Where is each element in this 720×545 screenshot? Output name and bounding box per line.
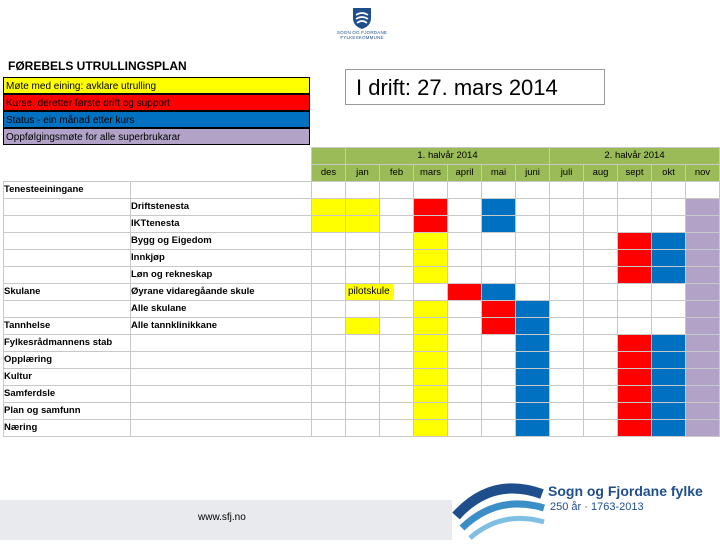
schedule-cell [618,250,652,267]
table-row [4,335,720,352]
shield-crest-icon [351,6,373,30]
row-unit-label [131,335,312,352]
schedule-cell [448,301,482,318]
schedule-cell [482,199,516,216]
schedule-cell [652,335,686,352]
schedule-cell [618,352,652,369]
schedule-cell [584,182,618,199]
schedule-cell [652,233,686,250]
schedule-cell [482,216,516,233]
schedule-cell [380,267,414,284]
schedule-cell [346,216,380,233]
month-header-april: april [448,165,482,182]
schedule-cell [652,182,686,199]
schedule-cell [652,267,686,284]
legend-item-course: Kurse, deretter første drift og support [3,94,310,111]
plan-title: FØREBELS UTRULLINGSPLAN [8,59,187,73]
schedule-cell [482,369,516,386]
schedule-cell [380,233,414,250]
table-row [4,403,720,420]
schedule-cell [448,352,482,369]
schedule-cell [584,369,618,386]
month-header-mars: mars [414,165,448,182]
schedule-cell [448,318,482,335]
schedule-cell [312,369,346,386]
month-header-juli: juli [550,165,584,182]
schedule-cell [618,284,652,301]
schedule-cell [516,233,550,250]
schedule-cell [312,216,346,233]
month-header-nov: nov [686,165,720,182]
schedule-cell [550,352,584,369]
schedule-cell [686,403,720,420]
row-unit-label: Driftstenesta [131,199,312,216]
schedule-cell [346,182,380,199]
schedule-cell [652,301,686,318]
month-header-jan: jan [346,165,380,182]
schedule-cell [618,369,652,386]
schedule-cell [448,233,482,250]
schedule-cell [550,420,584,437]
schedule-cell [584,386,618,403]
schedule-cell [312,182,346,199]
schedule-cell [448,369,482,386]
schedule-cell [482,420,516,437]
schedule-cell [346,250,380,267]
schedule-cell [346,301,380,318]
row-group-label: Plan og samfunn [4,403,131,420]
schedule-grid [3,147,720,437]
table-row [4,301,720,318]
schedule-cell [380,216,414,233]
brand-name: Sogn og Fjordane fylke [548,483,703,499]
schedule-cell [652,250,686,267]
schedule-cell [550,284,584,301]
schedule-cell [448,182,482,199]
schedule-cell [618,301,652,318]
schedule-cell [380,182,414,199]
schedule-cell [516,182,550,199]
schedule-cell [550,182,584,199]
schedule-cell [312,403,346,420]
schedule-cell [414,250,448,267]
month-header-des: des [312,165,346,182]
schedule-cell [346,420,380,437]
row-unit-label [131,420,312,437]
schedule-cell [686,318,720,335]
schedule-cell [414,369,448,386]
schedule-cell [448,284,482,301]
schedule-cell [346,233,380,250]
schedule-cell [346,386,380,403]
schedule-cell [550,301,584,318]
schedule-cell [652,199,686,216]
schedule-cell [380,369,414,386]
schedule-cell [414,301,448,318]
schedule-cell [652,318,686,335]
schedule-cell [448,199,482,216]
schedule-cell [516,284,550,301]
schedule-cell [312,352,346,369]
schedule-cell [550,318,584,335]
schedule-cell [618,403,652,420]
schedule-cell [414,182,448,199]
schedule-cell [448,335,482,352]
row-group-label: Kultur [4,369,131,386]
schedule-cell [516,386,550,403]
schedule-cell [482,233,516,250]
schedule-cell [312,199,346,216]
schedule-cell [346,318,380,335]
schedule-cell [584,318,618,335]
schedule-cell [482,301,516,318]
schedule-cell [516,250,550,267]
schedule-cell [652,369,686,386]
schedule-cell [516,199,550,216]
schedule-cell [414,335,448,352]
schedule-cell [482,182,516,199]
row-unit-label [131,182,312,199]
schedule-cell [584,199,618,216]
logo-line2: FYLKESKOMMUNE [340,35,384,40]
schedule-cell [584,284,618,301]
schedule-cell [414,216,448,233]
row-unit-label: Øyrane vidaregåande skule [131,284,312,301]
schedule-cell [346,403,380,420]
schedule-cell [312,233,346,250]
schedule-cell [584,233,618,250]
schedule-cell [550,267,584,284]
schedule-cell [380,199,414,216]
schedule-cell [312,420,346,437]
schedule-cell [448,420,482,437]
row-unit-label: Alle tannklinikkane [131,318,312,335]
schedule-cell [686,233,720,250]
legend-item-status: Status - ein månad etter kurs [3,111,310,128]
schedule-cell [414,233,448,250]
row-group-label [4,301,131,318]
schedule-cell [550,369,584,386]
logo-line1: SOGN OG FJORDANE [336,30,388,35]
month-header-juni: juni [516,165,550,182]
table-row [4,284,720,301]
schedule-cell [652,284,686,301]
schedule-cell [448,386,482,403]
schedule-cell [618,233,652,250]
table-row [4,199,720,216]
schedule-cell [686,216,720,233]
schedule-cell [482,352,516,369]
schedule-cell [380,386,414,403]
row-group-label: Tannhelse [4,318,131,335]
schedule-cell [414,352,448,369]
row-group-label: Fylkesrådmannens stab [4,335,131,352]
schedule-cell [312,386,346,403]
schedule-cell [618,216,652,233]
schedule-cell [448,403,482,420]
schedule-cell [414,403,448,420]
schedule-cell [414,284,448,301]
schedule-cell [686,267,720,284]
schedule-cell [584,335,618,352]
half-year-2: 2. halvår 2014 [550,148,720,165]
schedule-cell [380,352,414,369]
schedule-cell [550,199,584,216]
schedule-cell [516,403,550,420]
schedule-cell [550,403,584,420]
schedule-cell [686,420,720,437]
schedule-cell [380,335,414,352]
schedule-cell [584,216,618,233]
schedule-cell [380,403,414,420]
schedule-cell [312,335,346,352]
schedule-cell [686,182,720,199]
schedule-cell [380,250,414,267]
schedule-cell [686,199,720,216]
schedule-cell [482,335,516,352]
row-group-label: Samferdsle [4,386,131,403]
schedule-cell [584,267,618,284]
row-group-label [4,267,131,284]
schedule-cell [584,250,618,267]
schedule-cell [516,301,550,318]
schedule-cell [414,199,448,216]
schedule-cell [312,301,346,318]
schedule-cell [516,369,550,386]
schedule-cell [414,386,448,403]
row-unit-label: IKTtenesta [131,216,312,233]
row-unit-label [131,369,312,386]
month-header-okt: okt [652,165,686,182]
schedule-cell [618,420,652,437]
schedule-cell [686,335,720,352]
row-group-label: Opplæring [4,352,131,369]
schedule-cell [448,250,482,267]
row-unit-label: Alle skulane [131,301,312,318]
row-unit-label: Innkjøp [131,250,312,267]
table-row [4,352,720,369]
schedule-cell [312,267,346,284]
month-header-mai: mai [482,165,516,182]
schedule-cell [380,318,414,335]
schedule-cell [482,318,516,335]
schedule-cell [652,403,686,420]
table-row [4,369,720,386]
schedule-cell [686,386,720,403]
schedule-cell [584,301,618,318]
row-unit-label [131,352,312,369]
half-year-1: 1. halvår 2014 [346,148,550,165]
legend-item-followup: Oppfølgingsmøte for alle superbrukarar [3,128,310,145]
drift-date-callout: I drift: 27. mars 2014 [345,69,605,105]
schedule-cell [584,420,618,437]
schedule-cell [652,352,686,369]
schedule-cell [414,267,448,284]
schedule-cell [686,301,720,318]
row-group-label: Næring [4,420,131,437]
table-row [4,420,720,437]
schedule-cell [516,216,550,233]
brand-anniversary: 250 år · 1763-2013 [550,501,644,513]
schedule-cell [618,318,652,335]
schedule-cell [550,335,584,352]
row-unit-label [131,403,312,420]
schedule-cell [448,216,482,233]
schedule-cell [550,233,584,250]
schedule-cell [482,403,516,420]
pilot-school-cell [346,284,390,301]
month-header-feb: feb [380,165,414,182]
row-group-label: Skulane [4,284,131,301]
schedule-cell [516,352,550,369]
row-group-label [4,199,131,216]
schedule-cell [652,420,686,437]
schedule-cell [482,267,516,284]
schedule-cell [618,335,652,352]
schedule-cell [482,386,516,403]
schedule-cell [482,250,516,267]
schedule-cell [618,267,652,284]
schedule-cell [346,199,380,216]
schedule-cell [380,301,414,318]
schedule-cell [346,352,380,369]
schedule-cell [686,369,720,386]
table-row [4,182,720,199]
schedule-cell [686,284,720,301]
schedule-cell [312,284,346,301]
schedule-cell [584,352,618,369]
schedule-cell [516,267,550,284]
row-group-label [4,216,131,233]
schedule-cell [550,250,584,267]
schedule-cell [414,318,448,335]
schedule-cell [414,420,448,437]
row-group-label [4,250,131,267]
schedule-cell [380,420,414,437]
schedule-cell [686,352,720,369]
table-row [4,233,720,250]
schedule-cell [516,420,550,437]
month-header-aug: aug [584,165,618,182]
schedule-cell [652,386,686,403]
schedule-cell [652,216,686,233]
schedule-cell [584,403,618,420]
pilot-label: pilotskule [348,284,394,300]
schedule-cell [346,267,380,284]
header-logo [330,6,394,46]
schedule-cell [516,318,550,335]
schedule-cell [312,250,346,267]
row-group-label: Tenesteeiningane [4,182,131,199]
row-group-label [4,233,131,250]
table-row [4,250,720,267]
schedule-cell [482,284,516,301]
schedule-cell [686,250,720,267]
legend-item-meeting: Møte med eining: avklare utrulling [3,77,310,94]
table-row [4,216,720,233]
row-unit-label [131,386,312,403]
schedule-cell [312,318,346,335]
row-unit-label: Bygg og Eigedom [131,233,312,250]
schedule-cell [618,182,652,199]
schedule-cell [448,267,482,284]
schedule-cell [516,335,550,352]
table-row [4,318,720,335]
schedule-cell [550,386,584,403]
schedule-cell [346,369,380,386]
footer-url[interactable]: www.sfj.no [198,512,246,523]
schedule-cell [550,216,584,233]
month-header-sept: sept [618,165,652,182]
schedule-cell [346,335,380,352]
schedule-cell [618,386,652,403]
row-unit-label: Løn og rekneskap [131,267,312,284]
table-row [4,267,720,284]
schedule-cell [618,199,652,216]
table-row [4,386,720,403]
